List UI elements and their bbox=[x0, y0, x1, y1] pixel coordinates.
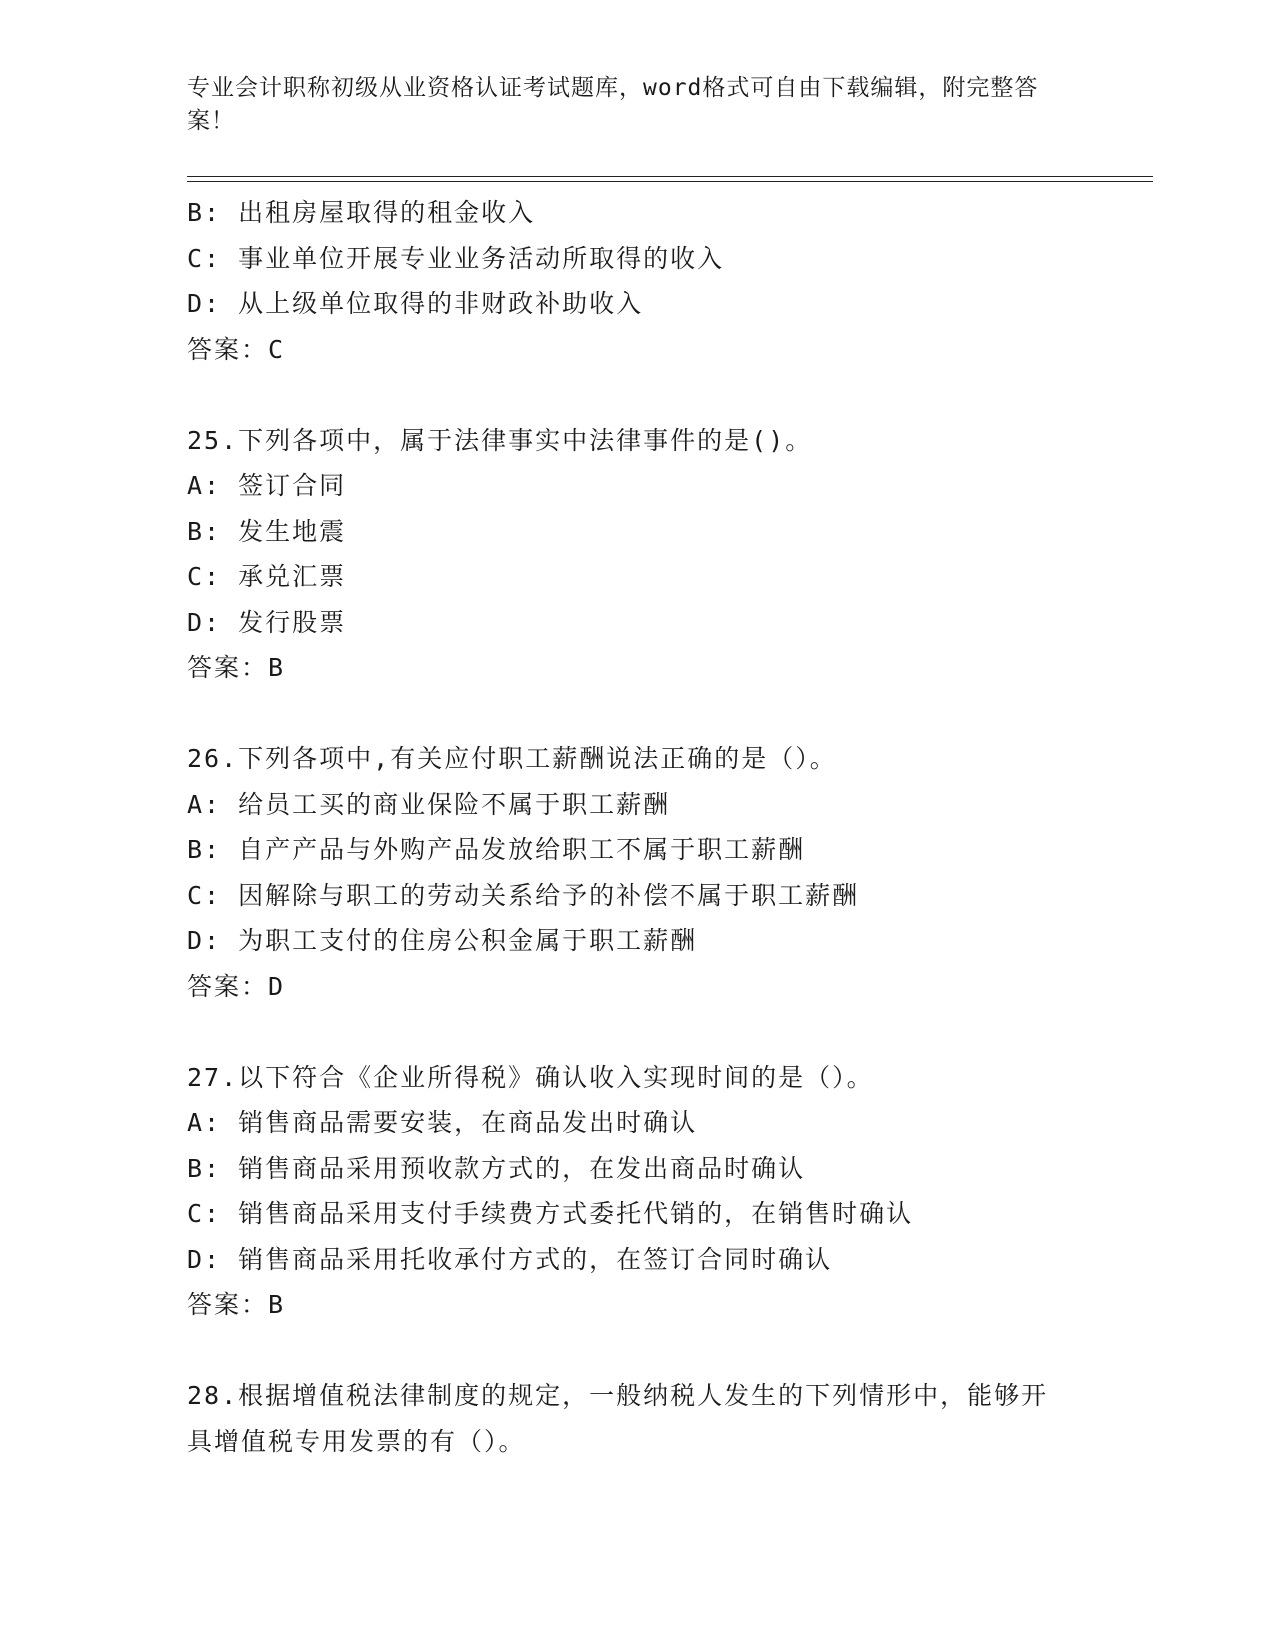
option-b: B: 销售商品采用预收款方式的，在发出商品时确认 bbox=[187, 1153, 806, 1183]
question-25 bbox=[187, 418, 1087, 691]
option-c: C: 事业单位开展专业业务活动所取得的收入 bbox=[187, 243, 725, 273]
question-stem: 25.下列各项中，属于法律事实中法律事件的是()。 bbox=[187, 425, 813, 455]
question-26 bbox=[187, 736, 1087, 1009]
header-rule-top bbox=[187, 176, 1153, 177]
answer-line: 答案：D bbox=[187, 971, 286, 1001]
option-d: D: 从上级单位取得的非财政补助收入 bbox=[187, 289, 644, 318]
option-c: C: 销售商品采用支付手续费方式委托代销的，在销售时确认 bbox=[187, 1199, 914, 1228]
question-stem: 27.以下符合《企业所得税》确认收入实现时间的是（）。 bbox=[187, 1062, 874, 1092]
question-stem: 28.根据增值税法律制度的规定，一般纳税人发生的下列情形中，能够开具增值税专用发票的有（）。 bbox=[187, 1381, 1049, 1456]
option-d: D: 销售商品采用托收承付方式的，在签订合同时确认 bbox=[187, 1244, 833, 1274]
question-stem: 26.下列各项中,有关应付职工薪酬说法正确的是（）。 bbox=[187, 744, 837, 773]
option-d: D: 为职工支付的住房公积金属于职工薪酬 bbox=[187, 926, 698, 955]
spacer bbox=[187, 1009, 1087, 1055]
answer-line: 答案：C bbox=[187, 334, 286, 364]
option-d: D: 发行股票 bbox=[187, 607, 347, 637]
document-header: 专业会计职称初级从业资格认证考试题库，word格式可自由下载编辑，附完整答案！ bbox=[187, 75, 1039, 134]
header-rule-bottom bbox=[187, 181, 1153, 182]
answer-line: 答案：B bbox=[187, 1290, 286, 1319]
spacer bbox=[187, 372, 1087, 418]
question-28 bbox=[187, 1373, 1087, 1464]
option-b: B: 自产产品与外购产品发放给职工不属于职工薪酬 bbox=[187, 835, 806, 864]
spacer bbox=[187, 691, 1087, 737]
option-b: B: 出租房屋取得的租金收入 bbox=[187, 198, 536, 227]
question-27 bbox=[187, 1055, 1087, 1328]
question-list bbox=[187, 190, 1087, 1464]
option-b: B: 发生地震 bbox=[187, 516, 347, 546]
answer-line: 答案：B bbox=[187, 653, 286, 682]
option-a: A: 销售商品需要安装，在商品发出时确认 bbox=[187, 1108, 698, 1137]
option-a: A: 签订合同 bbox=[187, 471, 347, 500]
option-c: C: 承兑汇票 bbox=[187, 562, 347, 591]
option-c: C: 因解除与职工的劳动关系给予的补偿不属于职工薪酬 bbox=[187, 880, 860, 910]
option-a: A: 给员工买的商业保险不属于职工薪酬 bbox=[187, 789, 671, 819]
spacer bbox=[187, 1328, 1087, 1374]
question-24-continued bbox=[187, 190, 1087, 372]
